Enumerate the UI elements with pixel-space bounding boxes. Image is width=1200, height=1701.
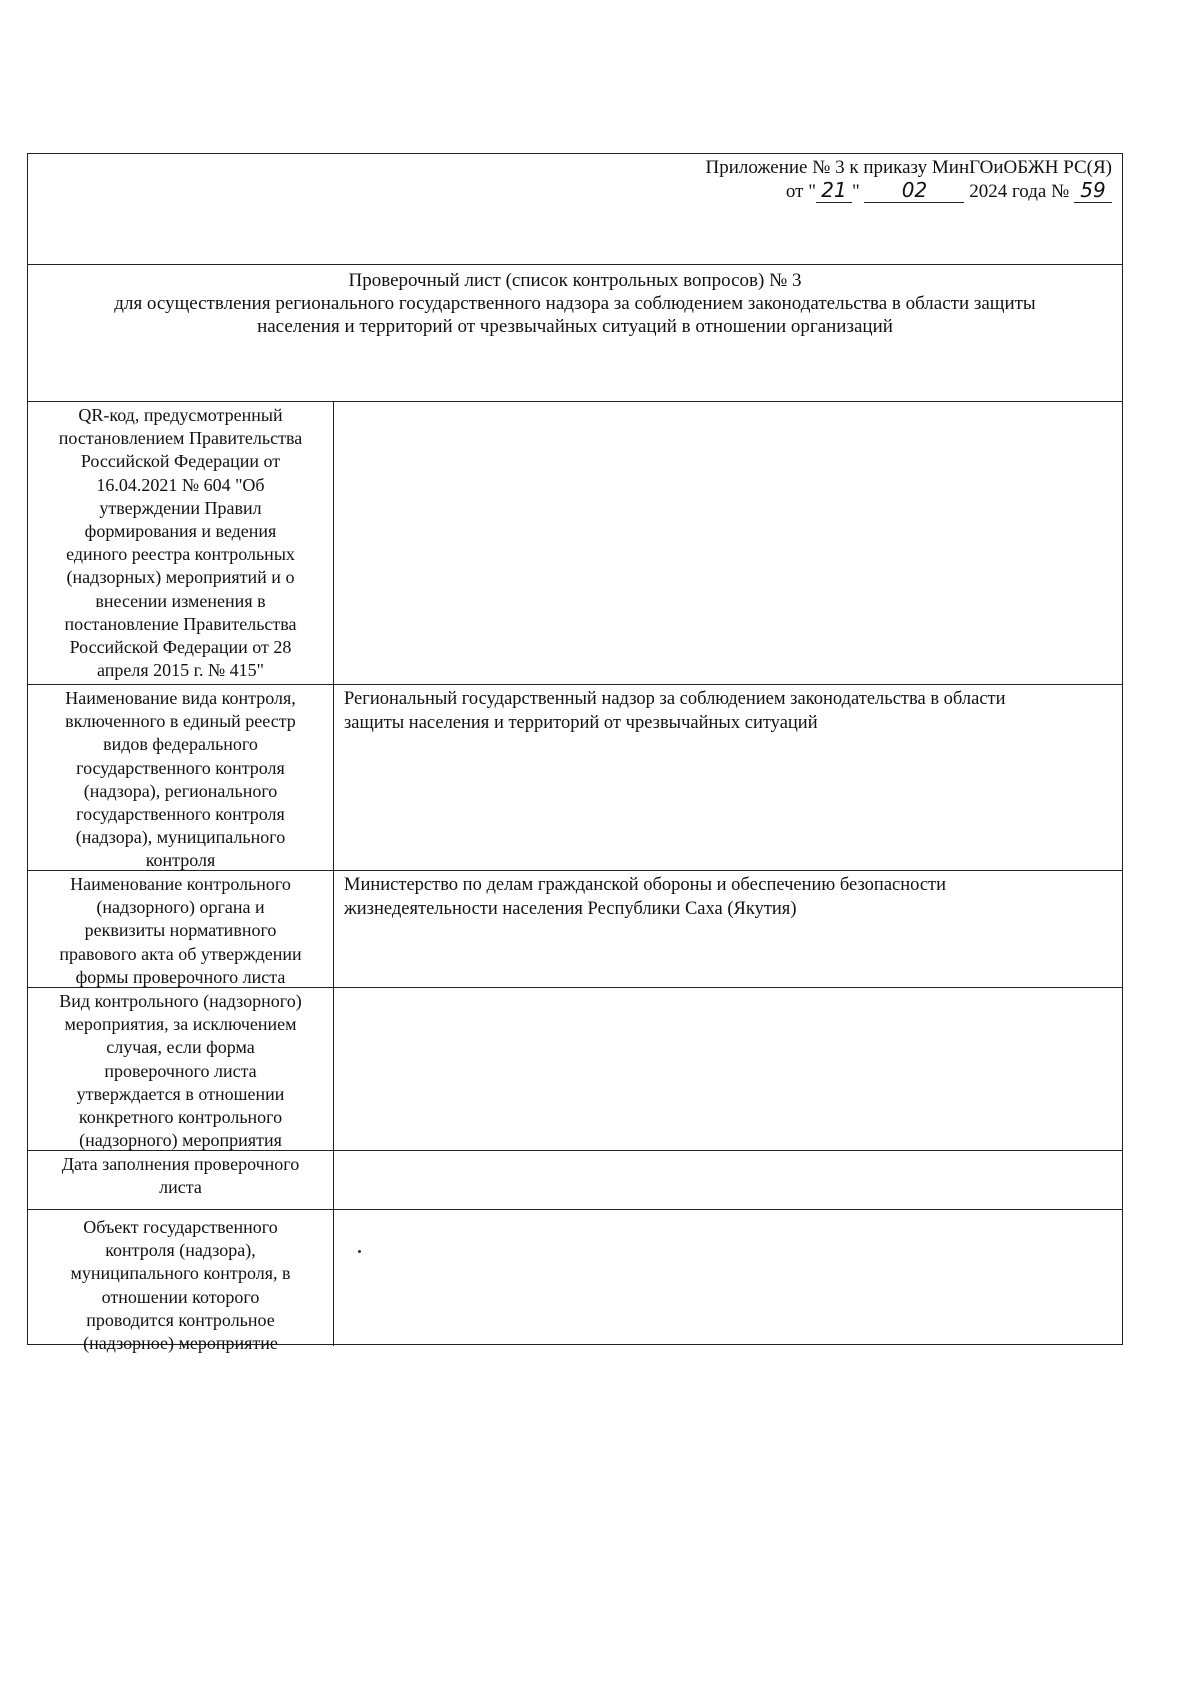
label-line: (надзора), регионального: [83, 780, 278, 801]
value-line: Региональный государственный надзор за соблюдением законодательства в области: [344, 689, 1006, 709]
label-line: правового акта об утверждении: [59, 943, 302, 964]
label-line: утверждается в отношении: [76, 1083, 285, 1104]
value-line: жизнедеятельности населения Республики Саха (Якутия): [344, 898, 797, 919]
table-row: [28, 1151, 1122, 1210]
label-line: апреля 2015 г. № 415": [96, 660, 264, 681]
label-line: конкретного контрольного: [78, 1107, 283, 1128]
label-line: Объект государственного: [83, 1217, 278, 1237]
label-line: отношении которого: [101, 1286, 260, 1307]
label-line: проводится контрольное: [86, 1309, 275, 1330]
label-line: (надзорное) мероприятие: [83, 1333, 278, 1354]
order-number: 59: [1074, 178, 1112, 203]
table-row: [28, 402, 1122, 685]
label-line: контроля: [145, 850, 216, 871]
label-line: Российской Федерации от: [80, 451, 281, 472]
label-line: (надзорных) мероприятий и о: [66, 567, 295, 588]
label-line: листа: [159, 1177, 202, 1198]
title-line-2: для осуществления регионального государственного надзора за соблюдением законодательства в области защиты: [114, 293, 1036, 314]
event-type-field: [334, 988, 1122, 1150]
label-line: Дата заполнения проверочного: [61, 1154, 300, 1174]
label-line: постановление Правительства: [64, 613, 297, 634]
label-line: мероприятия, за исключением: [64, 1014, 297, 1035]
label-line: внесении изменения в: [95, 590, 266, 611]
label-line: реквизиты нормативного: [84, 920, 277, 941]
date-prefix: от ": [785, 181, 816, 202]
label-line: контроля (надзора),: [105, 1240, 256, 1261]
document-frame: [27, 153, 1123, 1354]
row-label: [28, 1151, 334, 1209]
row-label: [28, 871, 334, 987]
row-label: [28, 1210, 334, 1354]
value-line: защиты населения и территорий от чрезвычайных ситуаций: [344, 712, 818, 733]
label-line: Наименование контрольного: [70, 874, 291, 894]
row-label: [28, 685, 334, 870]
row-label: [28, 988, 334, 1150]
authority-value: [334, 871, 1122, 987]
appendix-reference: Приложение № 3 к приказу МинГОиОБЖН РС(Я): [705, 157, 1112, 178]
document-header: [28, 154, 1122, 265]
control-type-value: [334, 685, 1122, 870]
fill-date-field: [334, 1151, 1122, 1209]
document-title: [28, 265, 1122, 402]
label-line: Вид контрольного (надзорного): [59, 991, 302, 1011]
label-line: (надзорного) органа и: [96, 897, 265, 918]
table-row: [28, 1210, 1122, 1354]
label-line: видов федерального: [103, 734, 258, 755]
label-line: утверждении Правил: [99, 497, 262, 518]
label-line: формирования и ведения: [84, 521, 277, 542]
value-line: Министерство по делам гражданской обороны и обеспечению безопасности: [344, 875, 947, 895]
label-line: Наименование вида контроля,: [65, 688, 296, 708]
table-row: [28, 871, 1122, 988]
label-line: постановлением Правительства: [58, 428, 303, 449]
label-line: государственного контроля: [76, 757, 285, 778]
label-line: проверочного листа: [104, 1060, 257, 1081]
label-line: муниципального контроля, в: [70, 1263, 291, 1284]
label-line: формы проверочного листа: [75, 966, 286, 987]
label-line: случая, если форма: [106, 1037, 255, 1058]
stray-mark: [358, 1250, 361, 1253]
table-row: [28, 685, 1122, 871]
table-row: [28, 988, 1122, 1151]
label-line: (надзорного) мероприятия: [79, 1130, 282, 1151]
label-line: единого реестра контрольных: [66, 544, 295, 565]
inspection-object-field: [334, 1210, 1122, 1346]
order-year: 2024 года №: [969, 181, 1070, 202]
qr-code-field: [334, 402, 1122, 684]
label-line: QR-код, предусмотренный: [78, 405, 283, 425]
title-line-1: Проверочный лист (список контрольных вопросов) № 3: [348, 270, 802, 291]
order-month: 02: [864, 178, 964, 203]
label-line: государственного контроля: [76, 804, 285, 825]
label-line: (надзора), муниципального: [75, 827, 286, 848]
title-line-3: населения и территорий от чрезвычайных ситуаций в отношении организаций: [257, 316, 893, 337]
date-quote: ": [851, 181, 860, 202]
order-day: 21: [816, 178, 852, 203]
label-line: включенного в единый реестр: [65, 711, 296, 732]
order-date-line: [786, 178, 1112, 203]
row-label: [28, 402, 334, 684]
label-line: 16.04.2021 № 604 "Об: [96, 474, 265, 495]
label-line: Российской Федерации от 28: [69, 637, 292, 658]
